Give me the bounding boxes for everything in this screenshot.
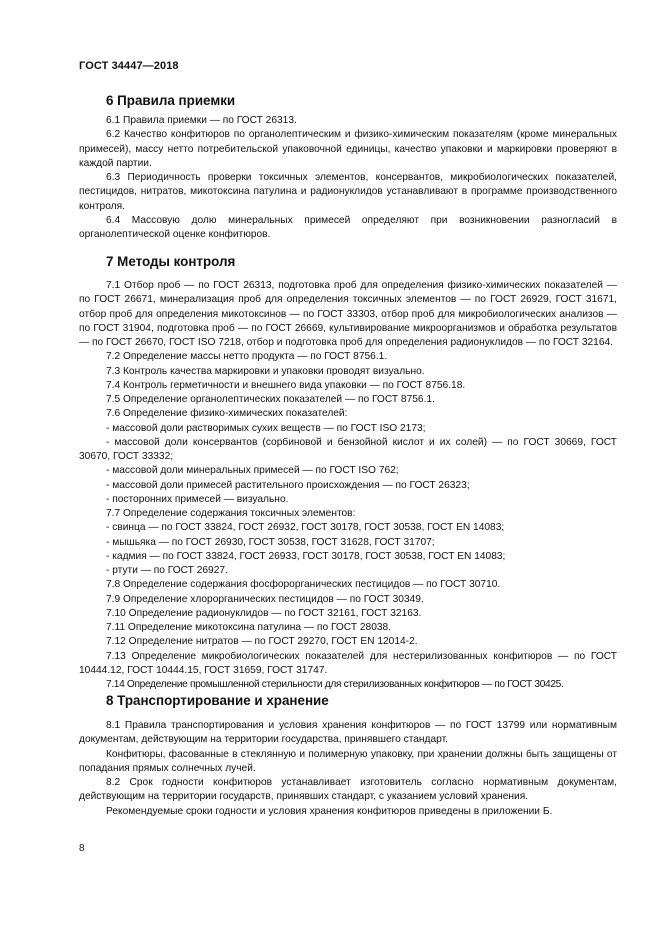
paragraph: 7.10 Определение радионуклидов — по ГОСТ 32161, ГОСТ 32163. <box>106 607 422 619</box>
paragraph: 7.8 Определение содержания фосфорорганических пестицидов — по ГОСТ 30710. <box>106 579 501 591</box>
paragraph: 7.4 Контроль герметичности и внешнего вида упаковки — по ГОСТ 8756.18. <box>106 379 466 391</box>
list-item: - ртути — по ГОСТ 26927. <box>106 565 228 576</box>
section-heading: 6 Правила приемки <box>106 93 236 108</box>
paragraph: 6.2 Качество конфитюров по органолептическим и физико-химическим показателям (кроме минеральных примесей), массу нетто потребительской упаковочной единицы, качество упаковки и маркировки проверяют в каждой партии. <box>79 129 617 169</box>
list-item: - массовой доли растворимых сухих веществ — по ГОСТ ISO 2173; <box>106 422 426 434</box>
list-item: - посторонних примесей — визуально. <box>106 493 289 505</box>
list-item: - свинца — по ГОСТ 33824, ГОСТ 26932, ГОСТ 30178, ГОСТ 30538, ГОСТ EN 14083; <box>106 522 505 534</box>
section-8 <box>79 693 617 819</box>
paragraph: 7.11 Определение микотоксина патулина — по ГОСТ 28038. <box>106 622 392 633</box>
list-item: - мышьяка — по ГОСТ 26930, ГОСТ 30538, ГОСТ 31628, ГОСТ 31707; <box>106 536 435 548</box>
paragraph: Рекомендуемые сроки годности и условия хранения конфитюров приведены в приложении Б. <box>106 805 553 817</box>
paragraph: 7.3 Контроль качества маркировки и упаковки проводят визуально. <box>106 365 425 377</box>
paragraph: 7.7 Определение содержания токсичных элементов: <box>106 508 356 519</box>
section-6 <box>79 93 617 242</box>
section-7 <box>79 254 617 692</box>
paragraph: 7.5 Определение органолептических показателей — по ГОСТ 8756.1. <box>106 394 435 405</box>
paragraph: Конфитюры, фасованные в стеклянную и полимерную упаковку, при хранении должны быть защищены от попадания прямых солнечных лучей. <box>79 748 617 774</box>
page-number: 8 <box>79 843 85 854</box>
list-item: - массовой доли минеральных примесей — по ГОСТ ISO 762; <box>106 465 399 477</box>
list-item: - массовой доли консервантов (сорбиновой и бензойной кислот и их солей) — по ГОСТ 30669, ГОСТ 30670, ГОСТ 33332; <box>79 436 617 462</box>
paragraph: 7.9 Определение хлорорганических пестицидов — по ГОСТ 30349. <box>106 593 424 605</box>
list-item: - массовой доли примесей растительного происхождения — по ГОСТ 26323; <box>106 479 470 491</box>
section-heading: 8 Транспортирование и хранение <box>106 693 329 708</box>
paragraph: 8.1 Правила транспортирования и условия хранения конфитюров — по ГОСТ 13799 или нормативным документам, действующим на территории государства, принявшего стандарт. <box>79 720 617 746</box>
paragraph: 7.6 Определение физико-химических показателей: <box>106 408 348 420</box>
document-code: ГОСТ 34447—2018 <box>79 60 179 72</box>
paragraph: 7.14 Определение промышленной стерильности для стерилизованных конфитюров — по ГОСТ 30425. <box>106 679 564 690</box>
paragraph: 8.2 Срок годности конфитюров устанавливает изготовитель согласно нормативным документам, действующим на территории государств, принявших стандарт, с указанием условий хранения. <box>79 777 617 803</box>
paragraph: 7.12 Определение нитратов — по ГОСТ 29270, ГОСТ EN 12014-2. <box>106 636 418 648</box>
paragraph: 7.2 Определение массы нетто продукта — по ГОСТ 8756.1. <box>106 351 388 363</box>
list-item: - кадмия — по ГОСТ 33824, ГОСТ 26933, ГОСТ 30178, ГОСТ 30538, ГОСТ EN 14083; <box>106 550 506 562</box>
section-heading: 7 Методы контроля <box>106 254 236 269</box>
paragraph: 6.1 Правила приемки — по ГОСТ 26313. <box>106 115 297 126</box>
paragraph: 6.4 Массовую долю минеральных примесей определяют при возникновении разногласий в органолептической оценке конфитюров. <box>79 214 617 240</box>
paragraph: 7.1 Отбор проб — по ГОСТ 26313, подготовка проб для определения физико-химических показателей — по ГОСТ 26671, минерализация проб для определения токсичных элементов — по ГОСТ 26929, ГОСТ 31671, отбор проб для определения микотоксинов — по ГОСТ 33303, отбор проб для микробиологических анализов — по ГОСТ 31904, подготовка проб — по ГОСТ 26669, культивирование микроорганизмов и обработка результатов — по ГОСТ 26670, ГОСТ ISO 7218, отбор и подготовка проб для определения радионуклидов — по ГОСТ 32164. <box>79 280 617 348</box>
paragraph: 6.3 Периодичность проверки токсичных элементов, консервантов, микробиологических показателей, пестицидов, нитратов, микотоксина патулина и радионуклидов устанавливают в программе производственного контроля. <box>79 172 617 212</box>
paragraph: 7.13 Определение микробиологических показателей для нестерилизованных конфитюров — по ГОСТ 10444.12, ГОСТ 10444.15, ГОСТ 31659, ГОСТ 31747. <box>79 650 617 676</box>
